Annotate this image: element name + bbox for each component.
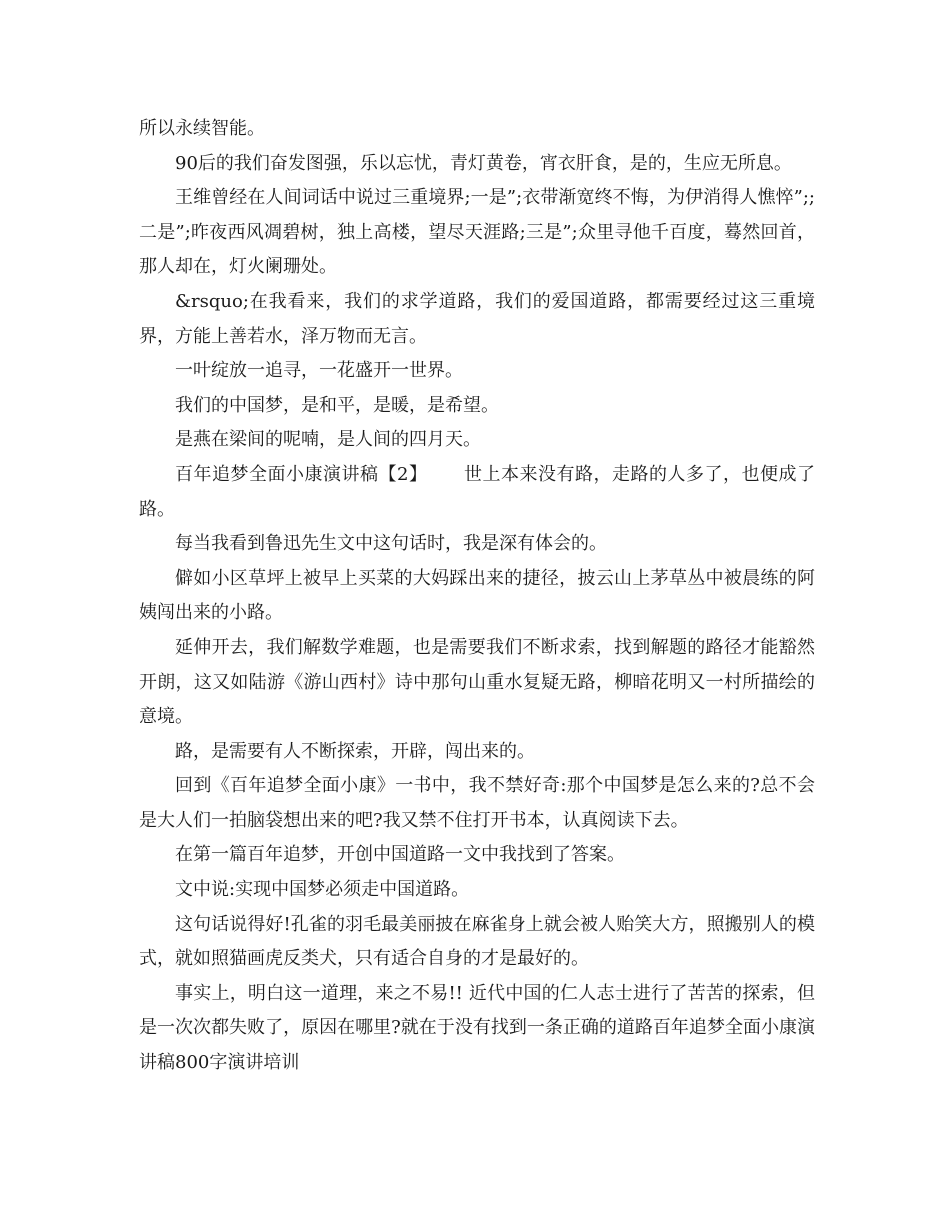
paragraph-2: 90后的我们奋发图强，乐以忘忧，青灯黄卷，宵衣肝食，是的，生应无所息。 [175,152,792,174]
section-heading-text: 世上本来没有路，走路的人多了，也便成了路。 [139,463,816,520]
paragraph-8: 每当我看到鲁迅先生文中这句话时，我是深有体会的。 [175,533,607,555]
paragraph-3: 王维曾经在人间词话中说过三重境界;一是”;衣带渐宽终不悔，为伊消得人憔悴”;;二是”;昨夜西风凋碧树，独上高楼，望尽天涯路;三是”;众里寻他千百度，蓦然回首，那人却在，灯火阑珊处。 [139,187,815,278]
paragraph-1: 所以永续智能。 [139,118,265,139]
paragraph-13: 在第一篇百年追梦，开创中国道路一文中我找到了答案。 [175,844,625,866]
paragraph-16: 事实上，明白这一道理，来之不易!! 近代中国的仁人志士进行了苦苦的探索，但是一次次都失败了，原因在哪里?就在于没有找到一条正确的道路百年追梦全面小康演讲稿800字演讲培训 [139,982,815,1074]
paragraph-10: 延伸开去，我们解数学难题，也是需要我们不断求索，找到解题的路径才能豁然开朗，这又如陆游《游山西村》诗中那句山重水复疑无路，柳暗花明又一村所描绘的意境。 [139,636,815,728]
paragraph-15: 这句话说得好!孔雀的羽毛最美丽披在麻雀身上就会被人贻笑大方，照搬别人的模式，就如照猫画虎反类犬，只有适合自身的才是最好的。 [139,913,815,970]
document-page [139,112,815,1081]
paragraph-9: 僻如小区草坪上被早上买菜的大妈踩出来的捷径，披云山上茅草丛中被晨练的阿姨闯出来的小路。 [139,567,815,624]
section-heading-paragraph [139,458,815,527]
paragraph-6: 我们的中国梦，是和平，是暖，是希望。 [175,394,499,416]
paragraph-4: &rsquo;在我看来，我们的求学道路，我们的爱国道路，都需要经过这三重境界，方能上善若水，泽万物而无言。 [139,290,815,347]
paragraph-11: 路，是需要有人不断探索，开辟，闯出来的。 [175,740,535,762]
paragraph-12: 回到《百年追梦全面小康》一书中，我不禁好奇:那个中国梦是怎么来的?总不会是大人们一拍脑袋想出来的吧?我又禁不住打开书本，认真阅读下去。 [139,775,815,831]
paragraph-14: 文中说:实现中国梦必须走中国道路。 [175,879,470,901]
paragraph-5: 一叶绽放一追寻，一花盛开一世界。 [175,360,463,382]
paragraph-7: 是燕在梁间的呢喃，是人间的四月天。 [175,429,481,451]
section-heading: 百年追梦全面小康演讲稿【2】 [175,463,428,485]
